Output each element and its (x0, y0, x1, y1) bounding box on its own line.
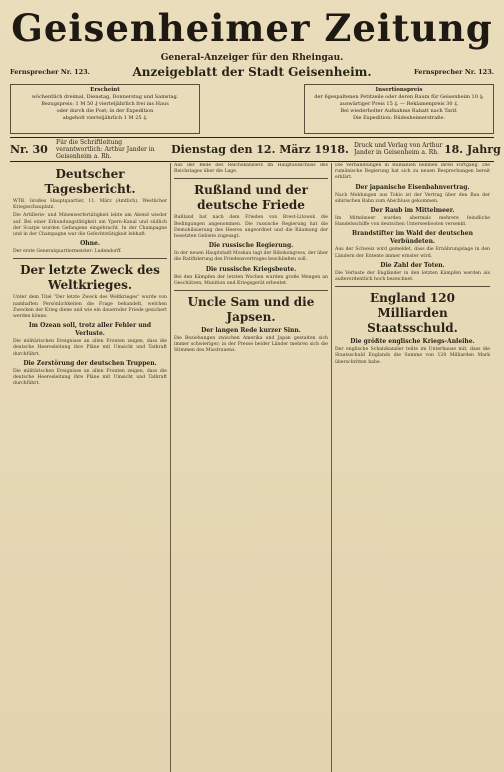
article-text: Unter dem Titel "Der letzte Zweck des Weltkrieges" wurde von namhaften Persönlichkeiten die Frage behandelt, welchen Zwecken der Krieg diene und wie ein dauernder Friede gesichert werden könne. (13, 295, 167, 320)
subscription-box (10, 84, 200, 134)
article-text: Die militärischen Ereignisse an allen Fronten zeigen, dass die deutsche Heeresleitung ihre Pläne mit Umsicht und Tatkraft durchführt. (13, 339, 167, 357)
column-2 (171, 163, 332, 772)
article-text: Nach Meldungen aus Tokio ist der Vertrag über den Bau der sibirischen Bahn zum Abschluss gekommen. (335, 192, 490, 204)
article-subhead: Die russische Kriegsbeute. (205, 265, 297, 273)
divider (174, 178, 328, 179)
issue-date: Dienstag den 12. März 1918. (171, 142, 349, 156)
article-text: Die Verhandlungen in Rumänien nehmen ihren Fortgang. Die rumänische Regierung hat sich zu neuen Besprechungen bereit erklärt. (335, 163, 490, 181)
article-text: Der englische Schatzkanzler teilte im Unterhause mit, dass die Staatsschuld Englands die Summe von 120 Milliarden Mark überschritten habe. (335, 347, 490, 365)
ad-price-box (304, 84, 494, 134)
editor-note: Für die Schriftleitung verantwortlich: Arthur Jander in Geisenheim a. Rh. (56, 138, 155, 160)
article-text: Aus der Rede des Reichskanzlers im Hauptausschuss des Reichstages über die Lage. (174, 163, 328, 175)
subtitle: General-Anzeiger für den Rheingau. (160, 53, 344, 63)
subscription-line: wöchentlich dreimal, Dienstag, Donnerstag und Samstag. (31, 94, 179, 100)
masthead: Geisenheimer Zeitung (11, 6, 493, 50)
article-text: Bei den Kämpfen der letzten Wochen wurden große Mengen an Geschützen, Munition und Kriegsgerät erbeutet. (174, 274, 328, 286)
article-subhead: Die Zahl der Toten. (380, 261, 445, 269)
divider (13, 258, 167, 259)
article-text: Aus der Schweiz wird gemeldet, dass die Ernährungslage in den Ländern der Entente immer ernster wird. (335, 247, 490, 259)
dateline (10, 138, 501, 160)
article-headline: Rußland und der deutsche Friede (194, 183, 308, 213)
article-text: In der neuen Hauptstadt Moskau tagt der Rätekongress, der über die Ratifizierung des Friedensvertrages beschließen soll. (174, 251, 328, 263)
ad-price-line: auswärtiger Preis 15 ₰. — Reklamenpreis 30 ₰. (339, 101, 459, 107)
subtitle-2: Anzeigeblatt der Stadt Geisenheim. (132, 65, 372, 79)
article-headline: Der letzte Zweck des Weltkrieges. (20, 263, 160, 293)
article-text: Die Beziehungen zwischen Amerika und Japan gestalten sich immer schwieriger; in der Presse beider Länder mehren sich die Stimmen des Misstrauens. (174, 336, 328, 354)
subtitle-row (10, 65, 494, 81)
article-headline: Deutscher Tagesbericht. (44, 167, 136, 196)
divider (335, 286, 490, 287)
article-subhead: Ohne. (80, 240, 100, 248)
article-text: Die Verluste der Engländer in den letzten Kämpfen werden als außerordentlich hoch bezeichnet. (335, 270, 490, 283)
article-subhead: Der langen Rede kurzer Sinn. (201, 327, 301, 335)
volume-year: 18. Jahrg (444, 142, 501, 156)
article-subhead: Der japanische Eisenbahnvertrag. (355, 183, 470, 191)
article-text: WTB. Großes Hauptquartier, 11. März (Amtlich). Westlicher Kriegsschauplatz. (13, 199, 167, 211)
article-text: Der erste Generalquartiermeister: Ludendorff. (13, 249, 122, 255)
article-subhead: Die russische Regierung. (208, 242, 294, 250)
subscription-line: abgeholt vierteljährlich 1 M 25 ₰. (62, 115, 148, 121)
article-subhead: Im Ozean soll, trotz aller Fehler und Verluste. (28, 322, 152, 338)
subscription-line: oder durch die Post; in der Expedition (56, 108, 154, 114)
ad-price-line: Bei wiederholter Aufnahme Rabatt nach Tarif. (340, 108, 458, 114)
issue-number: Nr. 30 (10, 142, 48, 156)
phone-left: Fernsprecher Nr. 123. (10, 68, 90, 76)
article-headline: Uncle Sam und die Japsen. (187, 295, 315, 325)
article-subhead: Die Zerstörung der deutschen Truppen. (23, 359, 157, 367)
article-text: Im Mittelmeer wurden abermals mehrere feindliche Handelsschiffe von deutschen Unterseebooten versenkt. (335, 216, 490, 228)
article-text: Rußland hat nach dem Frieden von Brest-Litowsk die Bedingungen angenommen. Die russische Regierung hat die Demobilisierung des Heeres angeordnet und die Räumung der besetzten Gebiete zugesagt. (174, 215, 328, 240)
article-text: Die Artillerie- und Minenwerfertätigkeit lebte am Abend wieder auf. Bei einer Erkundungstätigkeit am Ypern-Kanal und südlich der Scarpe wurden Gefangene eingebracht. In der Champagne und in der Champagne war die Gefechtstätigkeit lebhaft. (13, 213, 167, 238)
subscription-head: Erscheint (90, 87, 120, 93)
info-row (10, 84, 494, 134)
ad-price-line: Die Expedition: Rüdesheimerstraße. (352, 115, 446, 121)
subscription-line: Bezugspreis: 1 M 50 ₰ vierteljährlich frei ins Haus (41, 101, 169, 107)
divider (174, 290, 328, 291)
ad-price-line: der 6gespaltenen Petitzeile oder deren Raum für Geisenheim 10 ₰; (314, 94, 484, 100)
article-text: Die militärischen Ereignisse an allen Fronten zeigen, dass die deutsche Heeresleitung ihre Pläne mit Umsicht und Tatkraft durchführt. (13, 368, 167, 387)
divider (10, 161, 494, 162)
ad-price-head: Insertionspreis (375, 87, 423, 93)
publisher-note: Druck und Verlag von Arthur Jander in Geisenheim a. Rh. (354, 142, 443, 156)
column-3 (332, 163, 493, 772)
phone-right: Fernsprecher Nr. 123. (414, 68, 494, 76)
article-subhead: Brandstifter im Wald der deutschen Verbündeten. (352, 230, 473, 246)
article-subhead: Die größte englische Kriegs-Anleihe. (350, 338, 475, 346)
article-columns (10, 163, 494, 772)
article-subhead: Der Raub im Mittelmeer. (370, 207, 455, 215)
article-headline: England 120 Milliarden Staatsschuld. (367, 291, 458, 336)
column-1 (10, 163, 171, 772)
